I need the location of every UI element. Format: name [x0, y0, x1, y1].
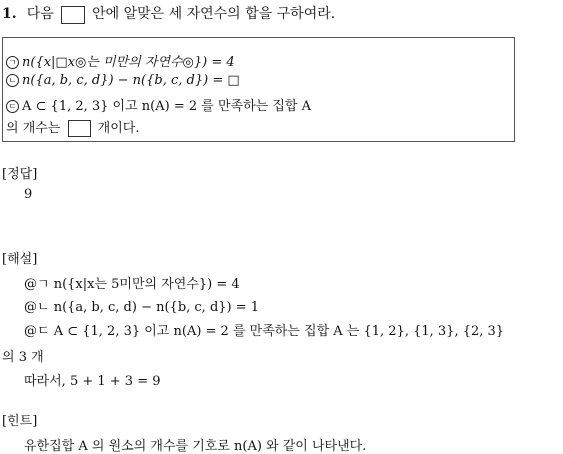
circled-marker-2: ㄴ [6, 74, 19, 87]
solution-line-5: 따라서, 5 + 1 + 3 = 9 [24, 374, 161, 389]
solution-line-1: @ㄱ n({x|x는 5미만의 자연수}) = 4 [24, 277, 240, 292]
condition-1-text: n({x|□x◎는 미만의 자연수◎}) = 4 [22, 55, 235, 70]
condition-3-continuation [6, 117, 139, 137]
condition-2-text: n({a, b, c, d}) − n({b, c, d}) = □ [22, 73, 240, 88]
answer-value: 9 [24, 187, 33, 202]
answer-heading: [정답] [2, 167, 38, 182]
solution-heading: [해설] [2, 252, 38, 267]
condition-2 [6, 73, 240, 88]
circled-marker-1: ㄱ [6, 56, 19, 69]
question-text-after: 안에 알맞은 세 자연수의 합을 구하여라. [92, 6, 336, 22]
question-number: 1. [2, 6, 17, 22]
condition-3-blank-box [68, 120, 91, 137]
answer-blank-box [61, 6, 85, 24]
solution-line-2: @ㄴ n({a, b, c, d) − n({b, c, d}) = 1 [24, 300, 260, 315]
solution-line-4: 의 3 개 [2, 350, 44, 365]
condition-1 [6, 51, 235, 70]
hint-heading: [힌트] [2, 414, 38, 429]
question-line [2, 3, 335, 24]
question-text-before: 다음 [26, 6, 54, 22]
condition-3-text: A ⊂ {1, 2, 3} 이고 n(A) = 2 를 만족하는 집합 A [22, 99, 311, 114]
solution-line-3: @ㄷ A ⊂ {1, 2, 3} 이고 n(A) = 2 를 만족하는 집합 A 는 {1, 2}, {1, 3}, {2, 3} [24, 324, 505, 339]
condition-3-cont-before: 의 개수는 [6, 121, 61, 136]
condition-3 [6, 95, 311, 114]
hint-text: 유한집합 A 의 원소의 개수를 기호로 n(A) 와 같이 나타낸다. [24, 439, 367, 454]
circled-marker-3: ㄷ [6, 100, 19, 113]
condition-3-cont-after: 개이다. [97, 121, 140, 136]
